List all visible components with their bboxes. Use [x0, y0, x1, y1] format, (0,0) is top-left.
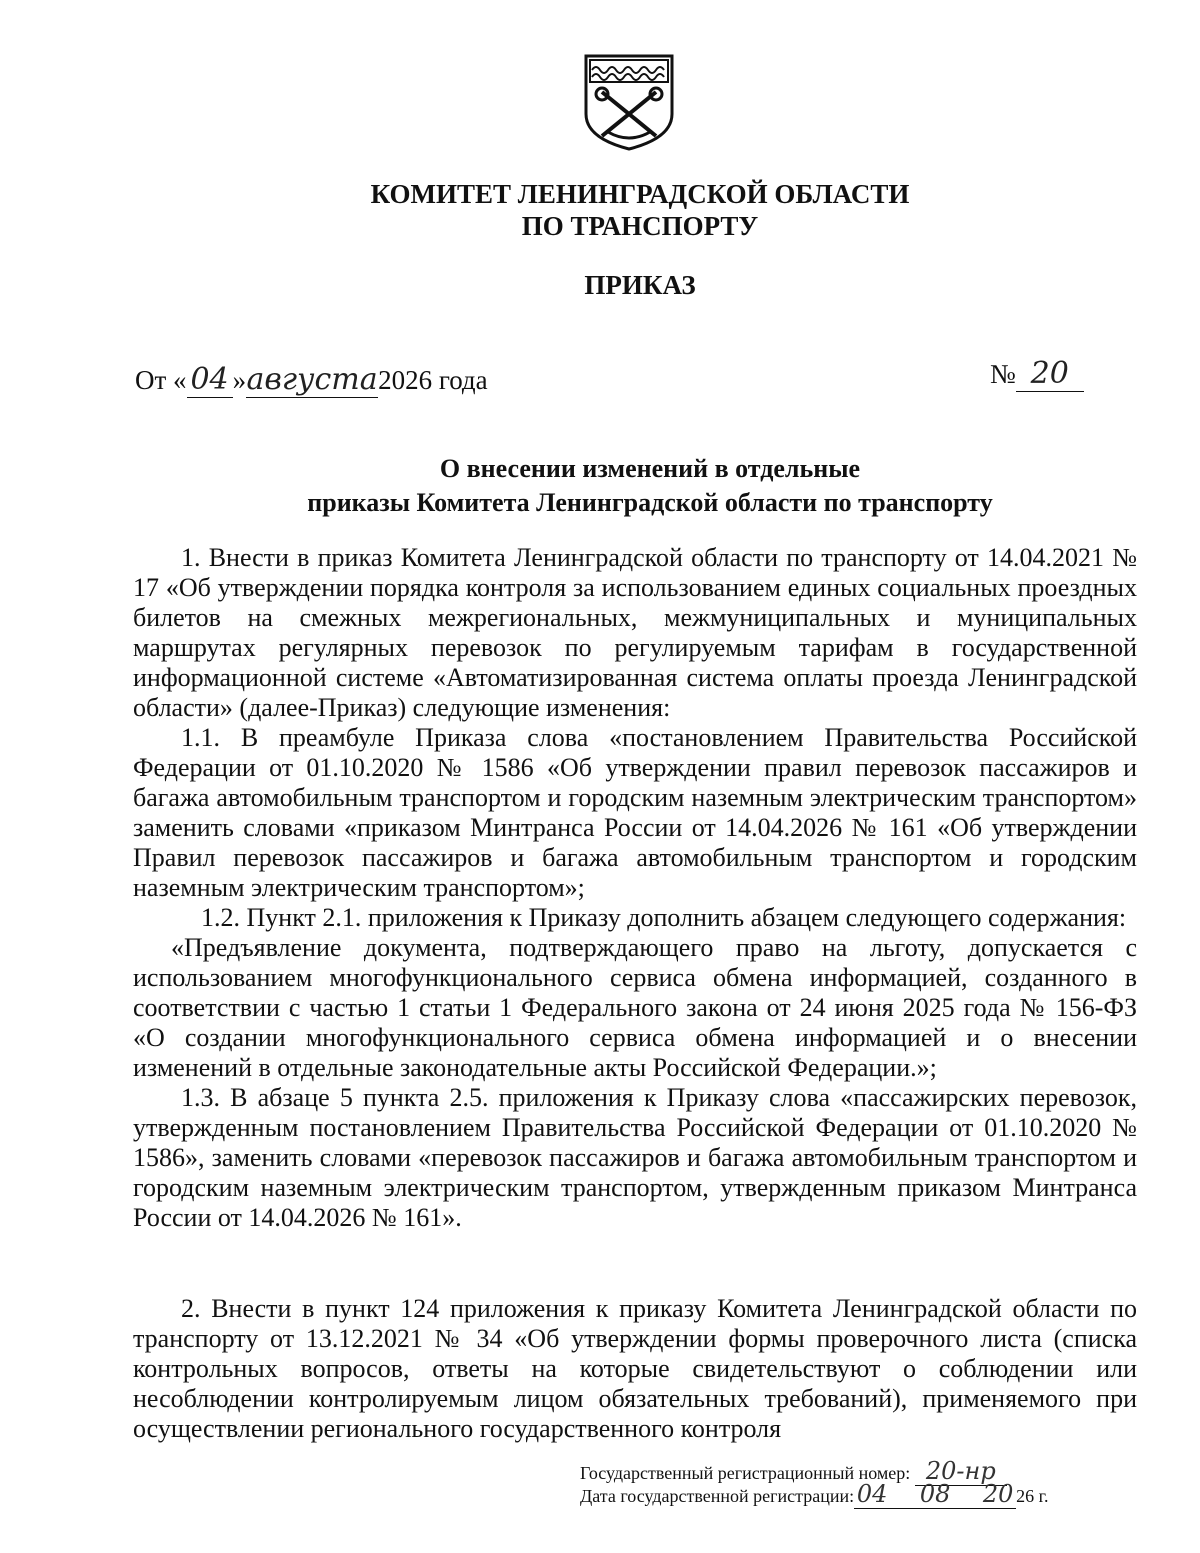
- registration-date-suffix: 26 г.: [1016, 1486, 1049, 1506]
- registration-number-label: Государственный регистрационный номер:: [580, 1463, 911, 1483]
- paragraph-2: 2. Внести в пункт 124 приложения к приказу Комитета Ленинградской области по транспорту от 13.12.2021 № 34 «Об утверждении формы проверочного листа (списка контрольных вопросов, ответы на которые свидетельствуют о соблюдении или несоблюдении контролируемым лицом обязательных требований), применяемого при осуществлении регионального государственного контроля: [133, 1294, 1137, 1443]
- number-prefix: №: [990, 359, 1016, 389]
- subject-line1: О внесении изменений в отдельные: [439, 454, 861, 483]
- registration-date: [580, 1480, 1049, 1509]
- paragraph-1-2-quote: «Предъявление документа, подтверждающего право на льготу, допускается с использованием многофункционального сервиса обмена информацией, созданного в соответствии с частью 1 статьи 1 Федерального закона от 24 июня 2025 года № 156-ФЗ «О создании многофункционального сервиса обмена информацией и о внесении изменений в отдельные законодательные акты Российской Федерации.»;: [133, 933, 1137, 1082]
- coat-of-arms-emblem: [580, 52, 678, 152]
- registration-date-day: 04: [854, 1480, 890, 1509]
- document-number: [990, 356, 1084, 392]
- registration-date-year-handwritten: 20: [980, 1480, 1016, 1509]
- subject-line2: приказы Комитета Ленинградской области по транспорту: [307, 488, 993, 517]
- paragraph-1-1: 1.1. В преамбуле Приказа слова «постановлением Правительства Российской Федерации от 01.10.2020 № 1586 «Об утверждении правил перевозок пассажиров и багажа автомобильным транспортом и городским наземным электрическим транспортом» заменить словами «приказом Минтранса России от 14.04.2026 № 161 «Об утверждении Правил перевозок пассажиров и багажа автомобильным транспортом и городским наземным электрическим транспортом»;: [133, 723, 1137, 902]
- date-quote-close: »: [232, 365, 247, 395]
- registration-number-handwritten: 20-нр: [915, 1457, 1007, 1486]
- date-prefix: От «: [135, 365, 187, 395]
- date-month-handwritten: августа: [246, 362, 378, 397]
- registration-date-month: 08: [890, 1480, 980, 1509]
- body-section-1: [133, 543, 1137, 1233]
- paragraph-1-2: 1.2. Пункт 2.1. приложения к Приказу дополнить абзацем следующего содержания:: [201, 903, 1127, 932]
- date-day-handwritten: 04: [187, 362, 233, 398]
- organization-name-line2: ПО ТРАНСПОРТУ: [521, 211, 759, 241]
- registration-date-label: Дата государственной регистрации:: [580, 1486, 855, 1506]
- document-type: ПРИКАЗ: [584, 270, 696, 300]
- paragraph-1-3: 1.3. В абзаце 5 пункта 2.5. приложения к Приказу слова «пассажирских перевозок, утвержденным постановлением Правительства Российской Федерации от 01.10.2020 № 1586», заменить словами «перевозок пассажиров и багажа автомобильным транспортом и городским наземным электрическим транспортом, утвержденным приказом Минтранса России от 14.04.2026 № 161».: [133, 1083, 1137, 1232]
- document-date: [135, 362, 488, 398]
- date-year: 2026 года: [378, 365, 488, 395]
- document-subject: [0, 452, 1200, 520]
- body-section-2: [133, 1294, 1137, 1444]
- organization-name-line1: КОМИТЕТ ЛЕНИНГРАДСКОЙ ОБЛАСТИ: [370, 179, 910, 209]
- paragraph-1: 1. Внести в приказ Комитета Ленинградской области по транспорту от 14.04.2021 № 17 «Об утверждении порядка контроля за использованием единых социальных проездных билетов на смежных межрегиональных, межмуниципальных и муниципальных маршрутах регулярных перевозок по регулируемым тарифам в государственной информационной системе «Автоматизированная система оплаты проезда Ленинградской области» (далее-Приказ) следующие изменения:: [133, 543, 1137, 722]
- number-handwritten: 20: [1016, 356, 1084, 392]
